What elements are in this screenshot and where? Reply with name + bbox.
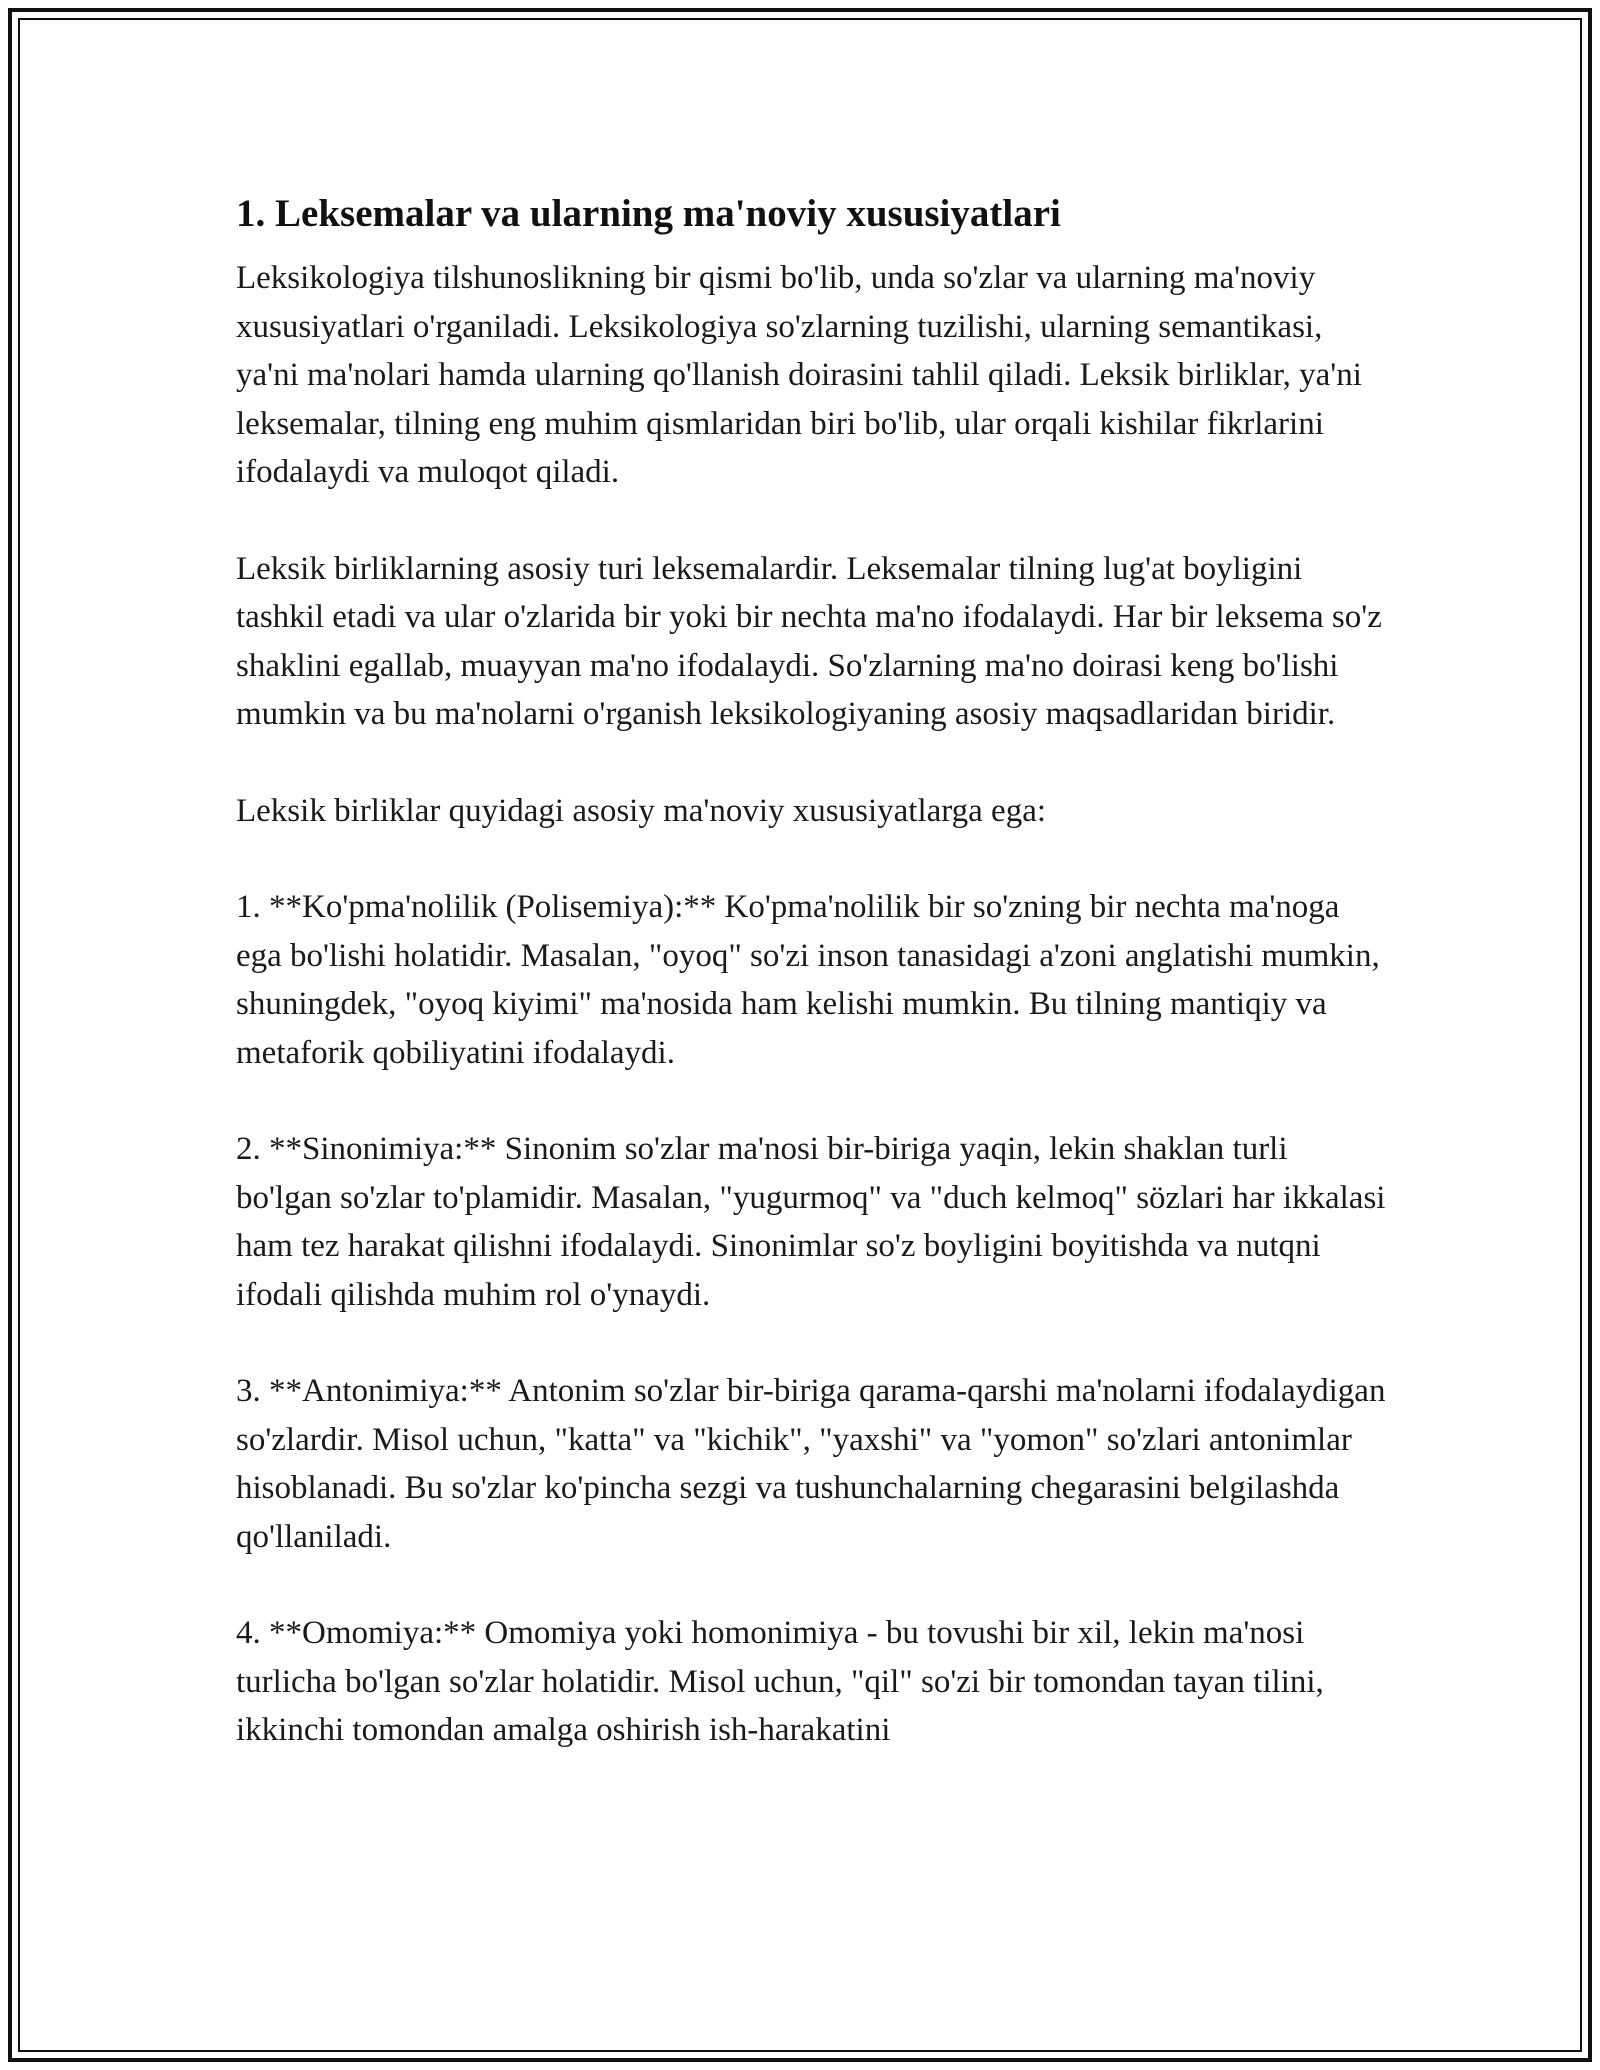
paragraph-spacer <box>236 835 1386 883</box>
list-item-homonymy: 4. **Omomiya:** Omomiya yoki homonimiya - bu tovushi bir xil, lekin ma'nosi turlicha bo'lgan so'zlar holatidir. Misol uchun, "qil" so'zi bir tomondan tayan tilini, ikkinchi tomondan amalga oshirish ish-harakatini <box>236 1615 1324 1748</box>
list-item-synonymy: 2. **Sinonimiya:** Sinonim so'zlar ma'nosi bir-biriga yaqin, lekin shaklan turli bo'lgan so'zlar to'plamidir. Masalan, "yugurmoq" va "duch kelmoq" sözlari har ikkalasi ham tez harakat qilishni ifodalaydi. Sinonimlar so'z boyligini boyitishda va nutqni ifodali qilishda muhim rol o'ynaydi. <box>236 1131 1386 1313</box>
paragraph-spacer <box>236 1561 1386 1609</box>
paragraph-intro: Leksikologiya tilshunoslikning bir qismi bo'lib, unda so'zlar va ularning ma'noviy xususiyatlari o'rganiladi. Leksikologiya so'zlarning tuzilishi, ularning semantikasi, ya'ni ma'nolari hamda ularning qo'llanish doirasini tahlil qiladi. Leksik birliklar, ya'ni leksemalar, tilning eng muhim qismlaridan biri bo'lib, ular orqali kishilar fikrlarini ifodalaydi va muloqot qiladi. <box>236 260 1362 490</box>
section-title: 1. Leksemalar va ularning ma'noviy xususiyatlari <box>236 192 1061 235</box>
list-item-antonymy: 3. **Antonimiya:** Antonim so'zlar bir-biriga qarama-qarshi ma'nolarni ifodalaydigan so'zlardir. Misol uchun, "katta" va "kichik", "yaxshi" va "yomon" so'zlari antonimlar hisoblanadi. Bu so'zlar ko'pincha sezgi va tushunchalarning chegarasini belgilashda qo'llaniladi. <box>236 1373 1386 1555</box>
paragraph-spacer <box>236 739 1386 787</box>
paragraph-list-intro: Leksik birliklar quyidagi asosiy ma'noviy xususiyatlarga ega: <box>236 792 1047 829</box>
paragraph-lexemes: Leksik birliklarning asosiy turi leksemalardir. Leksemalar tilning lug'at boyligini tashkil etadi va ular o'zlarida bir yoki bir nechta ma'no ifodalaydi. Har bir leksema so'z shaklini egallab, muayyan ma'no ifodalaydi. So'zlarning ma'no doirasi keng bo'lishi mumkin va bu ma'nolarni o'rganish leksikologiyaning asosiy maqsadlaridan biridir. <box>236 550 1382 732</box>
paragraph-spacer <box>236 1077 1386 1125</box>
document-body <box>236 188 1386 1755</box>
list-item-polysemy: 1. **Ko'pma'nolilik (Polisemiya):** Ko'pma'nolilik bir so'zning bir nechta ma'noga ega bo'lishi holatidir. Masalan, "oyoq" so'zi inson tanasidagi a'zoni anglatishi mumkin, shuningdek, "oyoq kiyimi" ma'nosida ham kelishi mumkin. Bu tilning mantiqiy va metaforik qobiliyatini ifodalaydi. <box>236 889 1380 1071</box>
paragraph-spacer <box>236 1319 1386 1367</box>
paragraph-spacer <box>236 497 1386 545</box>
